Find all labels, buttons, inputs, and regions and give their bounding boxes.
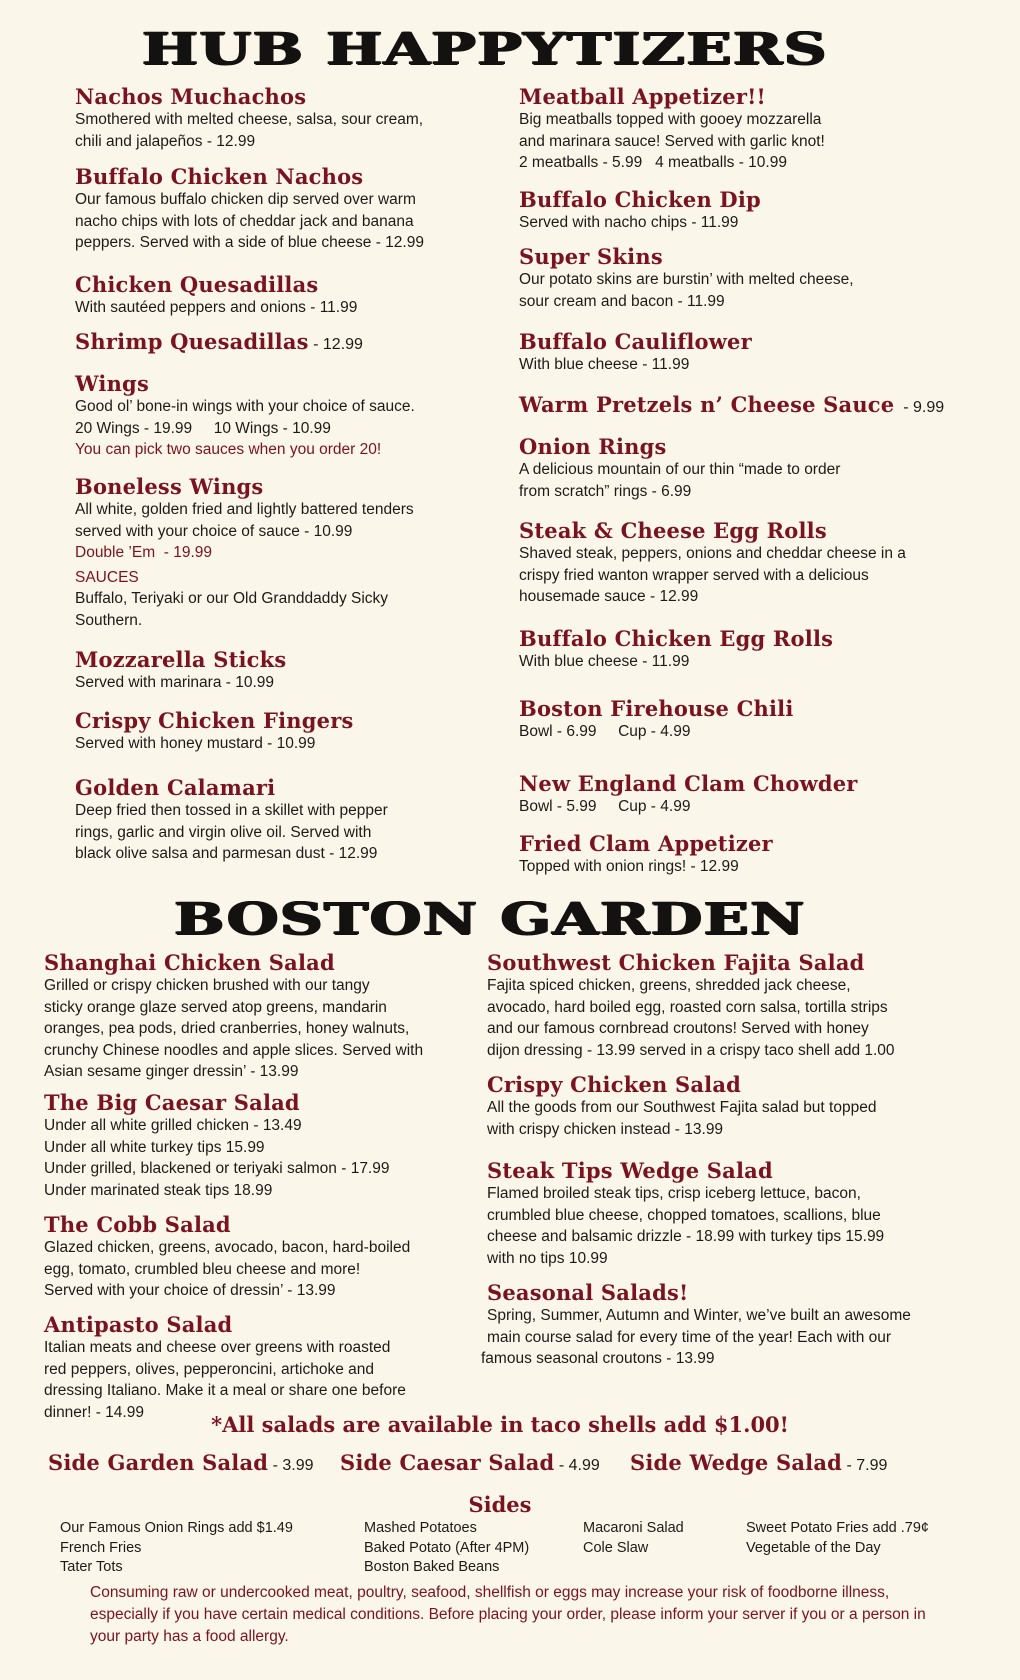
item-description: Big meatballs topped with gooey mozzarella and marinara sauce! Served with garlic knot! 2 meatballs - 5.99 4 meatballs - 10.99 xyxy=(519,111,825,171)
item-description: With blue cheese - 11.99 xyxy=(519,653,690,670)
item-name: The Cobb Salad xyxy=(44,1212,231,1237)
menu-item-seasonal-salads xyxy=(481,1280,987,1370)
sides-column-1 xyxy=(60,1519,293,1578)
item-description: Our potato skins are burstin’ with melted cheese, sour cream and bacon - 11.99 xyxy=(519,271,854,310)
item-description: With sautéed peppers and onions - 11.99 xyxy=(75,299,358,316)
happytizers-right-column xyxy=(519,84,979,884)
menu-item-shrimp-quesadillas xyxy=(75,329,495,357)
item-name: Fried Clam Appetizer xyxy=(519,831,773,856)
menu-item-crispy-chicken-fingers xyxy=(75,708,495,755)
menu-item-chicken-quesadillas xyxy=(75,272,495,319)
menu-item-wings xyxy=(75,371,495,461)
item-description: Fajita spiced chicken, greens, shredded jack cheese, avocado, hard boiled egg, roasted corn salsa, tortilla strips and our famous cornbread croutons! Served with honey dijon dressing - 13.99 served in a crispy taco shell add 1.00 xyxy=(487,977,895,1059)
side-salad-garden: Side Garden Salad - 3.99 xyxy=(48,1450,314,1475)
garden-right-column xyxy=(481,950,987,1380)
item-name: Golden Calamari xyxy=(75,775,276,800)
item-name: Warm Pretzels n’ Cheese Sauce - 9.99 xyxy=(519,392,945,417)
item-note: You can pick two sauces when you order 20! xyxy=(75,441,382,458)
item-description: Shaved steak, peppers, onions and cheddar cheese in a crispy fried wanton wrapper served with a delicious housemade sauce - 12.99 xyxy=(519,545,906,605)
item-name: Mozzarella Sticks xyxy=(75,647,287,672)
side-item: Mashed Potatoes xyxy=(364,1520,477,1536)
side-item: Boston Baked Beans xyxy=(364,1559,500,1575)
item-name: Buffalo Chicken Egg Rolls xyxy=(519,626,834,651)
item-description: Served with honey mustard - 10.99 xyxy=(75,735,316,752)
item-description: Topped with onion rings! - 12.99 xyxy=(519,858,739,875)
menu-item-warm-pretzels xyxy=(519,392,979,420)
menu-item-cobb-salad xyxy=(44,1212,484,1302)
item-name: Buffalo Cauliflower xyxy=(519,329,752,354)
item-price: - 4.99 xyxy=(554,1457,600,1474)
menu-item-crispy-chicken-salad xyxy=(487,1072,987,1140)
happytizers-left-column xyxy=(75,84,495,874)
sides-column-4 xyxy=(746,1519,929,1558)
menu-item-golden-calamari xyxy=(75,775,495,865)
side-item: Vegetable of the Day xyxy=(746,1539,881,1556)
menu-item-shanghai-chicken-salad xyxy=(44,950,484,1083)
item-name: The Big Caesar Salad xyxy=(44,1090,300,1115)
item-name: Nachos Muchachos xyxy=(75,84,307,109)
garden-left-column xyxy=(44,950,484,1430)
item-description: Our famous buffalo chicken dip served over warm nacho chips with lots of cheddar jack and banana peppers. Served with a side of blue cheese - 12.99 xyxy=(75,191,424,251)
menu-item-southwest-fajita-salad xyxy=(487,950,987,1061)
menu-item-buffalo-chicken-egg-rolls xyxy=(519,626,979,673)
item-name: Buffalo Chicken Nachos xyxy=(75,164,364,189)
menu-item-antipasto-salad xyxy=(44,1312,484,1423)
side-salad-wedge: Side Wedge Salad - 7.99 xyxy=(630,1450,888,1475)
side-item: French Fries xyxy=(60,1539,142,1556)
food-safety-disclaimer: Consuming raw or undercooked meat, poultry, seafood, shellfish or eggs may increase your risk of foodborne illness, especially if you have certain medical conditions. Before placing your order, please inform your server if you or a person in your party has a food allergy. xyxy=(90,1584,926,1645)
item-description: Flamed broiled steak tips, crisp iceberg lettuce, bacon, crumbled blue cheese, chopped tomatoes, scallions, blue cheese and balsamic drizzle - 18.99 with turkey tips 15.99 with no tips 10.99 xyxy=(487,1185,885,1267)
item-name: Crispy Chicken Fingers xyxy=(75,708,354,733)
menu-item-boneless-wings xyxy=(75,474,495,631)
item-description: Under all white grilled chicken - 13.49 Under all white turkey tips 15.99 Under grilled, blackened or teriyaki salmon - 17.99 Under marinated steak tips 18.99 xyxy=(44,1117,390,1199)
item-description: Glazed chicken, greens, avocado, bacon, hard-boiled egg, tomato, crumbled bleu cheese and more! Served with your choice of dressin’ - 13.99 xyxy=(44,1239,411,1299)
taco-shell-note: *All salads are available in taco shells add $1.00! xyxy=(211,1412,789,1437)
item-name: Seasonal Salads! xyxy=(487,1280,689,1305)
item-price: - 3.99 xyxy=(268,1457,314,1474)
item-name: Buffalo Chicken Dip xyxy=(519,187,761,212)
item-name: Meatball Appetizer!! xyxy=(519,84,766,109)
item-name: Super Skins xyxy=(519,244,663,269)
sides-title: Sides xyxy=(468,1492,532,1517)
menu-item-buffalo-chicken-nachos xyxy=(75,164,495,254)
side-salads-row xyxy=(48,1450,988,1480)
item-description: Deep fried then tossed in a skillet with pepper rings, garlic and virgin olive oil. Served with black olive salsa and parmesan dust - 12.99 xyxy=(75,802,388,862)
item-description: Spring, Summer, Autumn and Winter, we’ve built an awesome main course salad for every time of the year! Each with our famous seasonal croutons - 13.99 xyxy=(481,1307,911,1367)
menu-item-mozzarella-sticks xyxy=(75,647,495,694)
item-description: Bowl - 6.99 Cup - 4.99 xyxy=(519,723,691,740)
menu-item-buffalo-chicken-dip xyxy=(519,187,979,234)
item-name: Antipasto Salad xyxy=(44,1312,233,1337)
section-title-boston-garden: BOSTON GARDEN xyxy=(174,894,806,945)
side-item: Tater Tots xyxy=(60,1559,123,1575)
item-description: Good ol’ bone-in wings with your choice of sauce. 20 Wings - 19.99 10 Wings - 10.99 You can pick two sauces when you order 20! xyxy=(75,396,495,461)
item-name: Southwest Chicken Fajita Salad xyxy=(487,950,865,975)
side-item: Our Famous Onion Rings add $1.49 xyxy=(60,1520,293,1536)
item-price: - 9.99 xyxy=(894,399,945,416)
item-name: Wings xyxy=(75,371,149,396)
item-name: Chicken Quesadillas xyxy=(75,272,319,297)
sides-column-3 xyxy=(583,1519,684,1558)
side-item: Cole Slaw xyxy=(583,1539,649,1556)
item-price: - 7.99 xyxy=(842,1457,888,1474)
item-name: Steak Tips Wedge Salad xyxy=(487,1158,773,1183)
item-price: - 12.99 xyxy=(308,336,363,353)
side-item: Sweet Potato Fries add .79¢ xyxy=(746,1520,929,1536)
item-name: Onion Rings xyxy=(519,434,667,459)
item-description: A delicious mountain of our thin “made to order from scratch” rings - 6.99 xyxy=(519,461,841,500)
item-name: Shrimp Quesadillas - 12.99 xyxy=(75,329,363,354)
menu-item-steak-cheese-egg-rolls xyxy=(519,518,979,608)
side-salad-caesar: Side Caesar Salad - 4.99 xyxy=(340,1450,600,1475)
menu-item-nachos-muchachos xyxy=(75,84,495,152)
menu-item-steak-tips-wedge-salad xyxy=(487,1158,987,1269)
sides-column-2 xyxy=(364,1519,529,1578)
section-title-happytizers: HUB HAPPYTIZERS xyxy=(142,24,828,75)
item-description: With blue cheese - 11.99 xyxy=(519,356,690,373)
item-name: Boston Firehouse Chili xyxy=(519,696,794,721)
item-description: Served with nacho chips - 11.99 xyxy=(519,214,739,231)
menu-item-buffalo-cauliflower xyxy=(519,329,979,376)
menu-item-big-caesar-salad xyxy=(44,1090,484,1201)
sauces-label: SAUCES xyxy=(75,568,139,586)
item-name: Shanghai Chicken Salad xyxy=(44,950,335,975)
item-name: New England Clam Chowder xyxy=(519,771,858,796)
item-description: Grilled or crispy chicken brushed with our tangy sticky orange glaze served atop greens, mandarin oranges, pea pods, dried cranberries, honey walnuts, crunchy Chinese noodles and apple slices. Served with Asian sesame ginger dressin’ - 13.99 xyxy=(44,977,424,1080)
item-name: Boneless Wings xyxy=(75,474,264,499)
item-name: Crispy Chicken Salad xyxy=(487,1072,742,1097)
menu-item-clam-chowder xyxy=(519,771,979,818)
menu-item-meatball-appetizer xyxy=(519,84,979,174)
menu-item-onion-rings xyxy=(519,434,979,502)
item-description: All the goods from our Southwest Fajita salad but topped with crispy chicken instead - 13.99 xyxy=(487,1099,877,1138)
item-name: Steak & Cheese Egg Rolls xyxy=(519,518,827,543)
item-note: Double ’Em - 19.99 xyxy=(75,544,212,561)
item-description: All white, golden fried and lightly battered tenders served with your choice of sauce - 10.99 Double ’Em - 19.99 SAUCES Buffalo, Teriyaki or our Old Granddaddy Sicky Southern. xyxy=(75,499,495,631)
item-description: Served with marinara - 10.99 xyxy=(75,674,275,691)
side-item: Baked Potato (After 4PM) xyxy=(364,1539,530,1556)
side-item: Macaroni Salad xyxy=(583,1520,684,1536)
item-description: Smothered with melted cheese, salsa, sour cream, chili and jalapeños - 12.99 xyxy=(75,111,424,150)
item-description: Italian meats and cheese over greens with roasted red peppers, olives, pepperoncini, artichoke and dressing Italiano. Make it a meal or share one before dinner! - 14.99 xyxy=(44,1339,406,1421)
item-description: Bowl - 5.99 Cup - 4.99 xyxy=(519,798,691,815)
menu-item-boston-firehouse-chili xyxy=(519,696,979,743)
menu-item-super-skins xyxy=(519,244,979,312)
menu-item-fried-clam-appetizer xyxy=(519,831,979,878)
